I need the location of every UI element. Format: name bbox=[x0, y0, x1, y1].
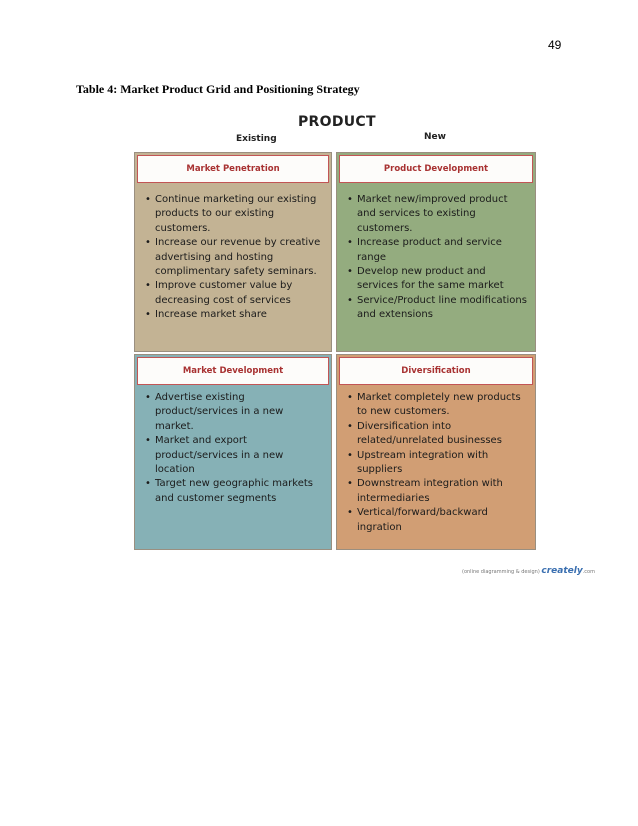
credit-text: (online diagramming & design) bbox=[462, 569, 540, 575]
list-item: • Develop new product and services for the same market bbox=[347, 265, 529, 294]
table-caption: Table 4: Market Product Grid and Positioning Strategy bbox=[76, 82, 360, 96]
product-axis-title: PRODUCT bbox=[298, 114, 376, 130]
list-item: • Increase product and service range bbox=[347, 236, 529, 265]
quadrant-diversification bbox=[336, 354, 536, 550]
column-label-new: New bbox=[424, 132, 446, 142]
quadrant-list bbox=[347, 193, 529, 323]
list-item: • Service/Product line modifications and extensions bbox=[347, 294, 529, 323]
list-item: • Target new geographic markets and customer segments bbox=[145, 477, 325, 506]
quadrant-list bbox=[347, 391, 529, 535]
quadrant-heading: Diversification bbox=[339, 357, 533, 385]
column-label-existing: Existing bbox=[236, 134, 277, 144]
credit-suffix: .com bbox=[582, 569, 595, 575]
quadrant-heading: Product Development bbox=[339, 155, 533, 183]
page-number: 49 bbox=[548, 38, 562, 52]
creately-logo: creately bbox=[541, 566, 583, 576]
quadrant-heading: Market Development bbox=[137, 357, 329, 385]
list-item: • Continue marketing our existing products to our existing customers. bbox=[145, 193, 325, 236]
market-product-grid bbox=[118, 108, 595, 578]
list-item: • Improve customer value by decreasing cost of services bbox=[145, 279, 325, 308]
list-item: • Market completely new products to new customers. bbox=[347, 391, 529, 420]
list-item: • Vertical/forward/backward ingration bbox=[347, 506, 529, 535]
quadrant-list bbox=[145, 391, 325, 506]
quadrant-market-development bbox=[134, 354, 332, 550]
creately-credit bbox=[462, 566, 595, 576]
list-item: • Market new/improved product and services to existing customers. bbox=[347, 193, 529, 236]
list-item: • Diversification into related/unrelated businesses bbox=[347, 420, 529, 449]
list-item: • Upstream integration with suppliers bbox=[347, 449, 529, 478]
quadrant-product-development bbox=[336, 152, 536, 352]
list-item: • Increase our revenue by creative advertising and hosting complimentary safety seminars. bbox=[145, 236, 325, 279]
quadrant-heading: Market Penetration bbox=[137, 155, 329, 183]
quadrant-market-penetration bbox=[134, 152, 332, 352]
list-item: • Increase market share bbox=[145, 308, 325, 322]
list-item: • Advertise existing product/services in a new market. bbox=[145, 391, 325, 434]
list-item: • Market and export product/services in a new location bbox=[145, 434, 325, 477]
quadrant-list bbox=[145, 193, 325, 323]
list-item: • Downstream integration with intermediaries bbox=[347, 477, 529, 506]
